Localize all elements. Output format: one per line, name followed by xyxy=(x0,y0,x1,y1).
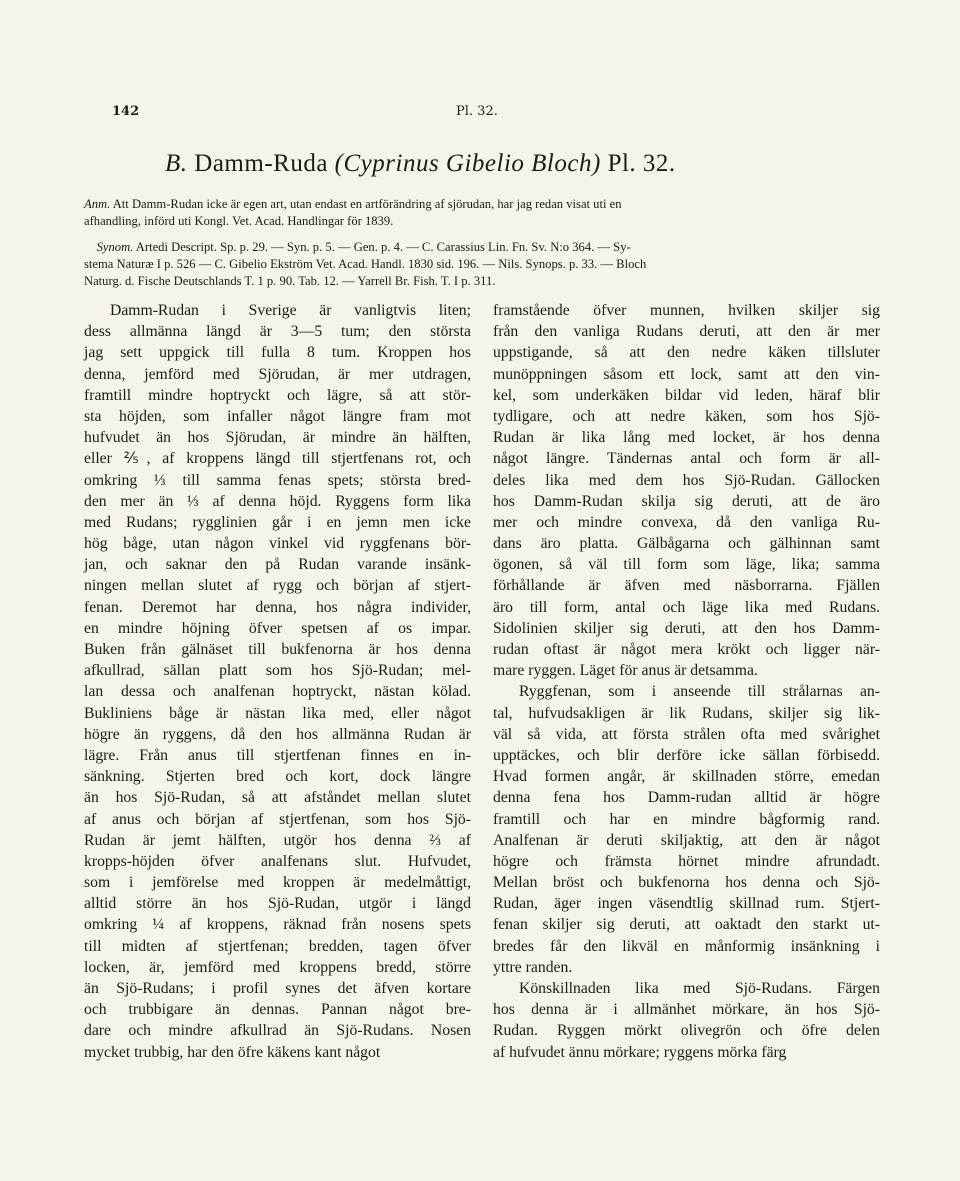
text-line: hos Damm-Rudan skilja sig deruti, att de äro xyxy=(493,492,880,510)
text-line: hög båge, utan någon vinkel vid ryggfenans bör- xyxy=(84,535,471,553)
text-line: förhållande är äfven med näsborrarna. Fjällen xyxy=(493,577,880,595)
page-number: 142 xyxy=(112,104,140,119)
synonyms-line-2: stema Naturæ I p. 526 — C. Gibelio Ekström Vet. Acad. Handl. 1830 sid. 196. — Nils. Synops. p. 33. — Bloch xyxy=(84,257,647,271)
text-line: hufvudet än hos Sjörudan, är mindre än hälften, xyxy=(84,429,471,447)
left-text-column xyxy=(84,300,471,1063)
text-line: bredes får den likväl en månformig insänkning i xyxy=(493,937,880,955)
text-line: Könskillnaden lika med Sjö-Rudans. Färgen xyxy=(519,980,880,997)
text-line: kel, som underkäken bildar vid leden, häraf blir xyxy=(493,386,880,404)
text-line: mer och mindre convexa, då den vanliga Ru- xyxy=(493,513,880,531)
text-line: från den vanliga Rudans deruti, att den är mer xyxy=(493,323,880,341)
text-line: Ryggfenan, som i anseende till strålarnas an- xyxy=(519,683,880,701)
text-line: upptäckes, och blir derföre icke sällan förbisedd. xyxy=(493,746,880,764)
text-line: afkullrad, sällan platt som hos Sjö-Rudan; mel- xyxy=(84,662,471,680)
synonyms-label: Synom. xyxy=(96,240,134,254)
note-line-1: Att Damm-Rudan icke är egen art, utan endast en artförändring af sjörudan, har jag redan visat uti en xyxy=(112,197,622,211)
text-line: sänkning. Stjerten bred och kort, dock längre xyxy=(84,768,471,786)
text-line: fenan. Deremot har denna, hos några individer, xyxy=(84,598,471,616)
text-line: framtill mindre hoptryckt och lägre, så att stör- xyxy=(84,386,471,404)
text-line: kropps-höjden öfver analfenans slut. Hufvudet, xyxy=(84,852,471,870)
text-line: dare och mindre afkullrad än Sjö-Rudans. Nosen xyxy=(84,1022,471,1040)
text-line: än hos Sjö-Rudan, så att afståndet mellan slutet xyxy=(84,789,471,807)
text-line: något längre. Tändernas antal och form är all- xyxy=(493,450,880,468)
text-line: ningen mellan slutet af rygg och början af stjert- xyxy=(84,577,471,595)
text-line: lan dessa och analfenan hoptryckt, nästan kölad. xyxy=(84,683,471,701)
text-line: Rudan är jemt hälften, utgör hos denna ⅔ af xyxy=(84,831,471,849)
text-line: Rudan, äger ingen väsendtlig skillnad rum. Stjert- xyxy=(493,895,880,913)
text-line: eller ⅖, af kroppens längd till stjertfenans rot, och xyxy=(84,450,471,468)
text-line: af anus och början af stjertfenan, som hos Sjö- xyxy=(84,810,471,828)
synonyms-paragraph xyxy=(84,239,884,290)
text-line: dess allmänna längd är 3—5 tum; den största xyxy=(84,323,471,341)
text-line: af hufvudet ännu mörkare; ryggens mörka färg xyxy=(493,1043,787,1061)
right-text-column xyxy=(493,300,880,1063)
text-line: mycket trubbig, har den öfre käkens kant något xyxy=(84,1043,381,1061)
title-latin: (Cyprinus Gibelio Bloch) xyxy=(334,150,601,177)
text-line: munöppningen såsom ett lock, samt att den vin- xyxy=(493,365,880,383)
note-label: Anm. xyxy=(84,197,111,211)
text-line: den mer än ⅓ af denna höjd. Ryggens form lika xyxy=(84,492,471,510)
section-title xyxy=(165,150,865,178)
text-line: högre och främsta hörnet mindre afrundadt. xyxy=(493,852,880,870)
text-line: väl så vida, att första strålen ofta med svårighet xyxy=(493,725,880,743)
text-line: fenan skiljer sig deruti, att oaktadt den starkt ut- xyxy=(493,916,880,934)
text-line: denna, jemförd med Sjörudan, är mer utdragen, xyxy=(84,365,471,383)
text-line: omkring ¼ af kroppens, räknad från nosens spets xyxy=(84,916,471,934)
text-line: Analfenan är deruti skiljaktig, att den är något xyxy=(493,831,880,849)
text-line: med Rudans; rygglinien går i en jemn men icke xyxy=(84,513,471,531)
text-line: dans äro platta. Gälbågarna och gälhinnan samt xyxy=(493,535,880,553)
text-line: lägre. Från anus till stjertfenan finnes en in- xyxy=(84,746,471,764)
text-line: Hvad formen angår, är skillnaden större, emedan xyxy=(493,768,880,786)
text-line: tal, hufvudsakligen är lik Rudans, skiljer sig lik- xyxy=(493,704,880,722)
text-line: Rudan. Ryggen mörkt olivegrön och öfre delen xyxy=(493,1022,880,1040)
text-line: som i jemförelse med kroppen är medelmåttigt, xyxy=(84,874,471,892)
text-line: framstående öfver munnen, hvilken skiljer sig xyxy=(493,302,880,319)
text-line: jag sett uppgick till fulla 8 tum. Kroppen hos xyxy=(84,344,471,362)
text-line: och trubbigare än dennas. Pannan något bre- xyxy=(84,1001,471,1019)
title-name: Damm-Ruda xyxy=(194,150,328,177)
text-line: omkring ⅓ till samma fenas spets; största bred- xyxy=(84,471,471,489)
text-line: äro till form, antal och läge lika med Rudans. xyxy=(493,598,880,616)
text-line: Damm-Rudan i Sverige är vanligtvis liten; xyxy=(110,302,471,319)
title-letter: B. xyxy=(165,150,188,177)
title-plate: Pl. 32. xyxy=(607,150,676,177)
text-line: Bukliniens båge är nästan lika med, eller något xyxy=(84,704,471,722)
text-line: Buken från gälnäset till bukfenorna är hos denna xyxy=(84,641,471,658)
text-line: till midten af stjertfenan; bredden, tagen öfver xyxy=(84,937,471,955)
note-paragraph xyxy=(84,196,884,230)
text-line: denna fena hos Damm-rudan alltid är högre xyxy=(493,789,880,807)
text-line: tydligare, och att nedre käken, som hos Sjö- xyxy=(493,407,880,425)
text-line: rudan oftast är något mera krökt och ligger när- xyxy=(493,641,880,658)
text-line: deles lika med dem hos Sjö-Rudan. Gällocken xyxy=(493,471,880,489)
note-line-2: afhandling, införd uti Kongl. Vet. Acad. Handlingar för 1839. xyxy=(84,214,394,228)
text-line: en mindre höjning öfver spetsen af os impar. xyxy=(84,619,471,637)
text-line: än Sjö-Rudans; i profil synes det äfven kortare xyxy=(84,980,471,997)
text-line: mare ryggen. Läget för anus är detsamma. xyxy=(493,662,758,680)
synonyms-line-1: Artedi Descript. Sp. p. 29. — Syn. p. 5. — Gen. p. 4. — C. Carassius Lin. Fn. Sv. N:o 364. — Sy- xyxy=(135,240,631,254)
text-line: Mellan bröst och bukfenorna hos denna och Sjö- xyxy=(493,874,880,892)
text-line: Rudan är lika lång med locket, är hos denna xyxy=(493,429,880,447)
text-line: uppstigande, så att den nedre käken tillsluter xyxy=(493,344,880,362)
text-line: sta höjden, som infaller något längre fram mot xyxy=(84,407,471,425)
text-line: alltid större än hos Sjö-Rudan, utgör i längd xyxy=(84,895,471,913)
text-line: jan, och saknar den på Rudan varande insänk- xyxy=(84,556,471,574)
text-line: högre än ryggens, då den hos allmänna Rudan är xyxy=(84,725,471,743)
text-line: locken, är, jemförd med kroppens bredd, större xyxy=(84,958,471,976)
text-line: Sidolinien skiljer sig deruti, att den hos Damm- xyxy=(493,619,880,637)
running-plate-header: Pl. 32. xyxy=(456,104,498,119)
text-line: framtill och har en mindre bågformig rand. xyxy=(493,810,880,828)
text-line: ögonen, så väl till form som läge, lika; samma xyxy=(493,556,880,574)
text-line: hos denna är i allmänhet mörkare, än hos Sjö- xyxy=(493,1001,880,1019)
text-line: yttre randen. xyxy=(493,958,573,976)
synonyms-line-3: Naturg. d. Fische Deutschlands T. 1 p. 90. Tab. 12. — Yarrell Br. Fish. T. I p. 311. xyxy=(84,274,496,288)
